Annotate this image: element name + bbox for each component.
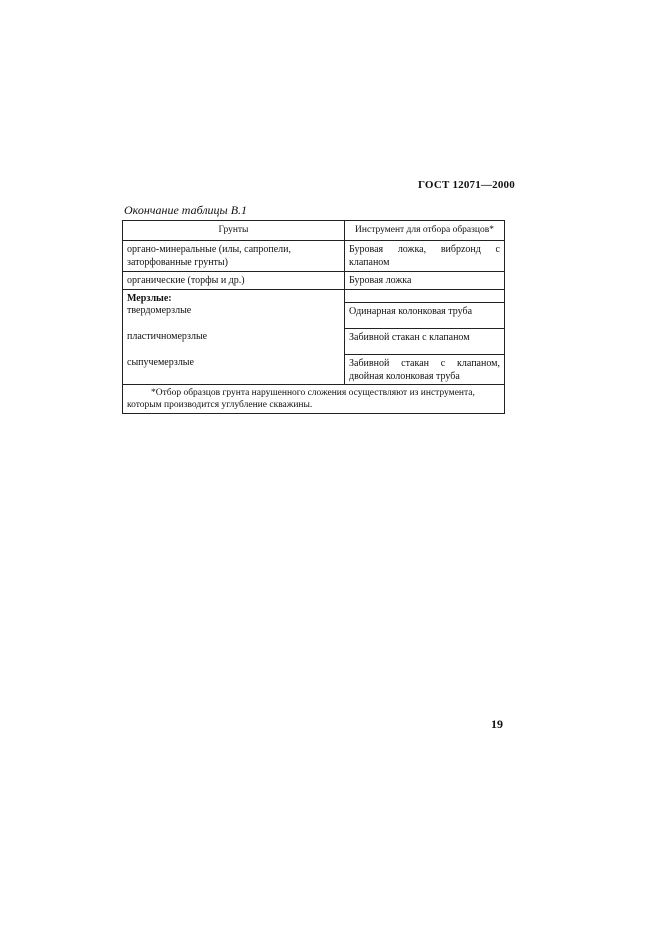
soil-cell: органо-минеральные (илы, сапропели, заторфованные грунты) bbox=[123, 241, 345, 272]
sampling-tools-table bbox=[122, 220, 505, 414]
table-row bbox=[123, 272, 505, 290]
frozen-tools-cell bbox=[345, 290, 505, 385]
table-caption: Окончание таблицы В.1 bbox=[124, 203, 248, 217]
column-header-tools: Инструмент для отбора образцов* bbox=[345, 221, 505, 241]
frozen-soil-item: пластичномерзлые bbox=[127, 331, 208, 342]
table-row bbox=[123, 241, 505, 272]
footnote-row bbox=[123, 385, 505, 414]
frozen-tool-item: Забивной стакан с клапаном, двойная колонковая труба bbox=[345, 354, 504, 384]
document-code: ГОСТ 12071—2000 bbox=[418, 179, 515, 191]
soil-cell: органические (торфы и др.) bbox=[123, 272, 345, 290]
frozen-section-title: Мерзлые: bbox=[127, 293, 172, 304]
frozen-soils-row bbox=[123, 290, 505, 385]
table-footnote: *Отбор образцов грунта нарушенного сложения осуществляют из инструмента, которым производится углубление скважины. bbox=[123, 385, 505, 414]
table-header-row bbox=[123, 221, 505, 241]
tool-cell: Буровая ложка bbox=[345, 272, 505, 290]
page-number: 19 bbox=[491, 717, 503, 731]
tool-cell: Буровая ложка, вибрzонд с клапаном bbox=[345, 241, 505, 272]
frozen-tool-spacer bbox=[345, 290, 504, 302]
column-header-soils: Грунты bbox=[123, 221, 345, 241]
frozen-tool-item: Забивной стакан с клапаном bbox=[345, 328, 504, 354]
frozen-soil-item: сыпучемерзлые bbox=[127, 357, 194, 368]
frozen-tool-item: Одинарная колонковая труба bbox=[345, 302, 504, 328]
frozen-soil-item: твердомерзлые bbox=[127, 305, 192, 316]
frozen-soils-cell bbox=[123, 290, 345, 385]
